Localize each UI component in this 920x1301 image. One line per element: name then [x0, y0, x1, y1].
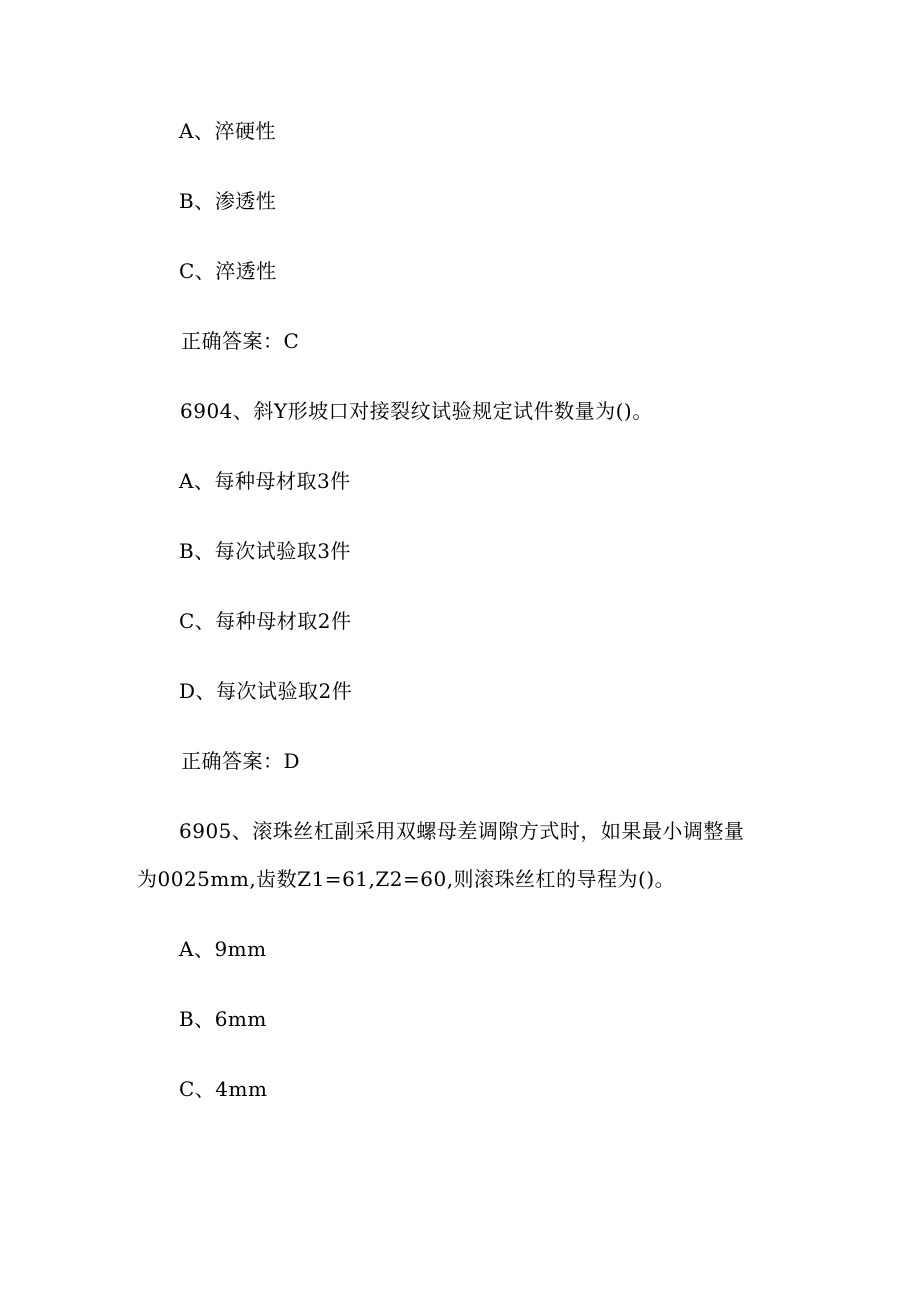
question-6905-line-1: 6905、滚珠丝杠副采用双螺母差调隙方式时，如果最小调整量: [179, 819, 745, 843]
question-6904-option-c: C、每种母材取2件: [179, 609, 352, 633]
question-6905-line-2: 为0025mm,齿数Z1=61,Z2=60,则滚珠丝杠的导程为()。: [137, 867, 676, 891]
question-6905-option-b: B、6mm: [179, 1007, 267, 1031]
question-6904-option-a: A、每种母材取3件: [179, 469, 351, 493]
option-c-hardening-depth: C、淬透性: [179, 259, 277, 283]
question-6905-option-c: C、4mm: [179, 1077, 268, 1101]
correct-answer-1: 正确答案：C: [181, 329, 300, 353]
option-a-hardenability: A、淬硬性: [179, 119, 276, 143]
question-6904-option-d: D、每次试验取2件: [179, 679, 353, 703]
question-6904: 6904、斜Y形坡口对接裂纹试验规定试件数量为()。: [180, 399, 653, 423]
option-b-permeability: B、渗透性: [179, 189, 277, 213]
question-6905-option-a: A、9mm: [179, 937, 267, 961]
question-6904-option-b: B、每次试验取3件: [179, 539, 351, 563]
correct-answer-2: 正确答案：D: [181, 749, 301, 773]
